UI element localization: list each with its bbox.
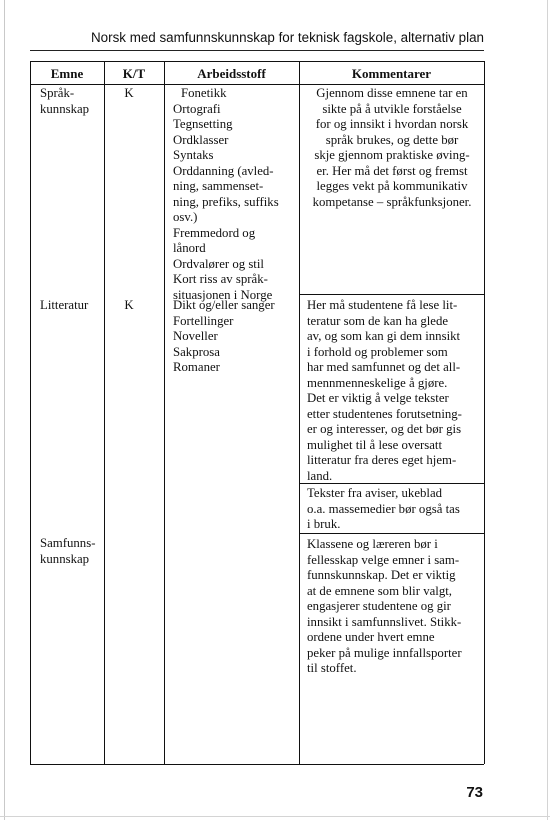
kommentarer-line: innsikt i samfunnslivet. Stikk-: [307, 614, 462, 629]
kommentarer-line: språk brukes, og dette bør: [325, 132, 459, 147]
emne-line: kunnskap: [40, 101, 90, 116]
kommentarer-line: for og innsikt i hvordan norsk: [315, 117, 469, 131]
kommentarer-line: teratur som de kan ha glede: [307, 313, 449, 328]
kommentarer-line: Klassene og læreren bør i: [307, 537, 438, 551]
kommentarer-line: til stoffet.: [307, 661, 357, 675]
kommentarer-line: kompetanse – språkfunksjoner.: [312, 194, 472, 209]
arbeidsstoff-line: Syntaks: [173, 148, 214, 162]
kommentarer-line: land.: [307, 468, 333, 483]
emne-cell: [40, 536, 95, 567]
column-divider-2: [164, 61, 165, 764]
kommentarer-line: legges vekt på kommunikativ: [316, 179, 468, 193]
kommentarer-line: i bruk.: [307, 517, 341, 531]
emne-cell: [40, 298, 88, 314]
arbeidsstoff-line: Sakprosa: [173, 344, 220, 359]
page-number: 73: [466, 784, 483, 801]
kommentarer-line: engasjerer studentene og gir: [307, 599, 451, 613]
comment-separator-3: [299, 533, 484, 534]
page-edge-right: [547, 0, 548, 820]
emne-line: Samfunns-: [40, 536, 96, 550]
kommentarer-line: litteratur fra deres eget hjem-: [307, 453, 457, 467]
arbeidsstoff-line: ning, prefiks, suffiks: [173, 194, 279, 209]
kommentarer-line: av, og som kan gi dem innsikt: [307, 329, 461, 343]
arbeidsstoff-line: situasjonen i Norge: [173, 287, 273, 302]
header-rule: [30, 50, 484, 51]
table-left-border: [30, 61, 31, 764]
arbeidsstoff-line: Orddanning (avled-: [173, 163, 274, 178]
kommentarer-line: at de emnene som blir valgt,: [307, 583, 452, 598]
arbeidsstoff-line: Romaner: [173, 360, 220, 374]
table-bottom-border: [30, 764, 484, 765]
kommentarer-cell: [300, 86, 484, 210]
kommentarer-line: Tekster fra aviser, ukeblad: [307, 486, 443, 500]
arbeidsstoff-line: Fremmedord og: [173, 225, 256, 240]
comment-separator-1: [299, 294, 484, 295]
kommentarer-cell: [307, 486, 460, 533]
kommentarer-line: mulighet til å lese oversatt: [307, 437, 443, 452]
running-header: Norsk med samfunnskunnskap for teknisk fagskole, alternativ plan: [91, 30, 484, 45]
column-divider-1: [104, 61, 105, 764]
kommentarer-line: o.a. massemedier bør også tas: [307, 501, 460, 516]
kommentarer-line: funnskunnskap. Det er viktig: [307, 568, 456, 582]
arbeidsstoff-cell: [173, 86, 279, 303]
kommentarer-line: fellesskap velge emner i sam-: [307, 552, 460, 567]
column-header-kt: K/T: [122, 66, 146, 81]
arbeidsstoff-line: Ordklasser: [173, 132, 229, 147]
arbeidsstoff-line: osv.): [173, 210, 198, 224]
arbeidsstoff-line: Kort riss av språk-: [173, 272, 268, 286]
emne-cell: [40, 86, 89, 117]
kt-cell: K: [124, 298, 134, 312]
kommentarer-line: mennmenneskelige å gjøre.: [307, 375, 448, 390]
kommentarer-cell: [307, 537, 462, 677]
arbeidsstoff-line: Fonetikk: [181, 86, 227, 100]
kommentarer-line: er. Her må det først og fremst: [316, 163, 468, 178]
kommentarer-cell: [307, 298, 462, 484]
kommentarer-line: Her må studentene få lese lit-: [307, 298, 458, 312]
arbeidsstoff-cell: [173, 298, 275, 376]
kommentarer-line: har med samfunnet og det all-: [307, 360, 461, 374]
arbeidsstoff-line: lånord: [173, 241, 206, 255]
kommentarer-line: er og interesser, og det bør gis: [307, 422, 462, 436]
page-edge-bottom: [0, 816, 550, 817]
table-right-border: [484, 61, 485, 764]
kt-cell: K: [124, 86, 134, 100]
kommentarer-line: sikte på å utvikle forståelse: [322, 101, 462, 116]
arbeidsstoff-line: ning, sammenset-: [173, 179, 264, 193]
emne-line: Språk-: [40, 86, 75, 100]
kommentarer-line: skje gjennom praktiske øving-: [314, 148, 470, 162]
kommentarer-line: peker på mulige innfallsporter: [307, 645, 462, 660]
arbeidsstoff-line: Ortografi: [173, 101, 221, 116]
kommentarer-line: Gjennom disse emnene tar en: [316, 86, 468, 100]
column-header-emne: Emne: [50, 66, 84, 81]
arbeidsstoff-line: Fortellinger: [173, 313, 234, 328]
page-edge-left: [4, 0, 5, 820]
kommentarer-line: ordene under hvert emne: [307, 630, 435, 644]
table-top-border: [30, 61, 484, 62]
table-header-rule: [30, 84, 484, 85]
kommentarer-line: Det er viktig å velge tekster: [307, 391, 449, 405]
emne-line: Litteratur: [40, 298, 89, 312]
arbeidsstoff-line: Ordvalører og stil: [173, 256, 264, 271]
kommentarer-line: etter studentenes forutsetning-: [307, 406, 462, 421]
arbeidsstoff-line: Dikt og/eller sanger: [173, 298, 275, 312]
column-header-arbeidsstoff: Arbeidsstoff: [197, 66, 266, 81]
kommentarer-line: i forhold og problemer som: [307, 344, 448, 359]
arbeidsstoff-line: Noveller: [173, 329, 218, 343]
emne-line: kunnskap: [40, 551, 90, 566]
column-header-kommentarer: Kommentarer: [351, 66, 432, 81]
arbeidsstoff-line: Tegnsetting: [173, 117, 233, 131]
